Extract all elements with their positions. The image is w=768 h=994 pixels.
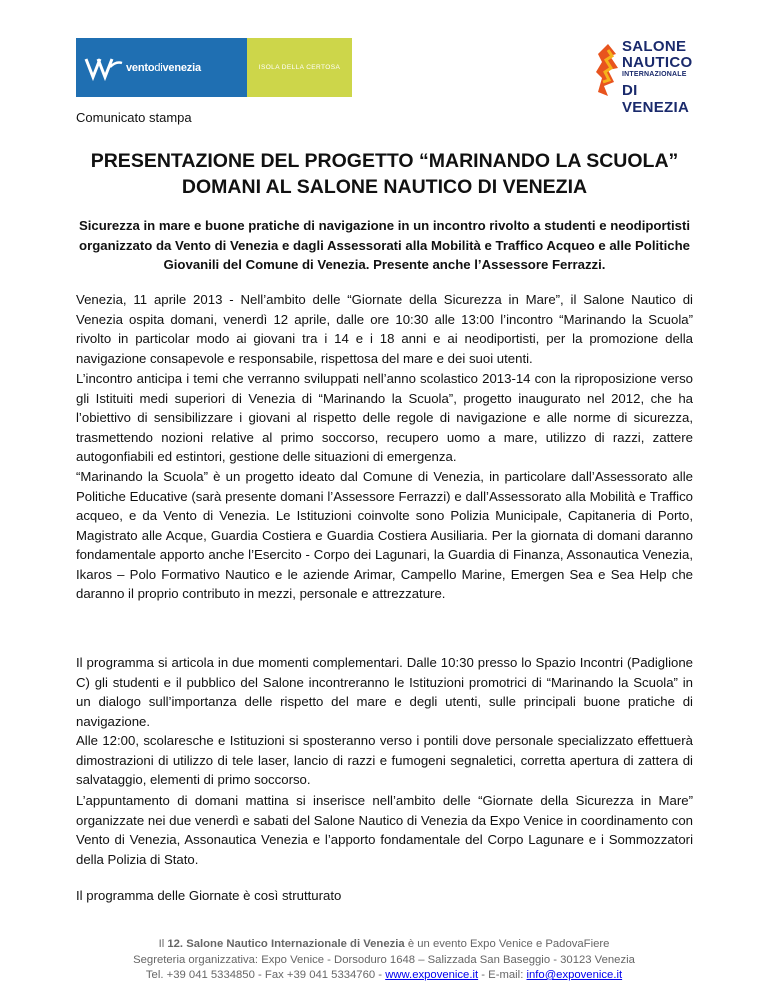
flag-icon — [594, 42, 622, 98]
subtitle: Sicurezza in mare e buone pratiche di navigazione in un incontro rivolto a studenti e neodiportisti organizzato da Vento di Venezia e dagli Assessorati alla Mobilità e Traffico Acqueo e alle Politiche Giovanili del Comune di Venezia. Presente anche l’Assessore Ferrazzi. — [78, 218, 691, 272]
paragraph-3: “Marinando la Scuola” è un progetto ideato dal Comune di Venezia, in particolare dall’Assessorato alle Politiche Educative (sarà presente domani l’Assessore Ferrazzi) e dall’Assessorato alla Mobilità e Traffico acqueo, e da Vento di Venezia. Le Istituzioni coinvolte sono Polizia Municipale, Capitaneria di Porto, Magistrato alle Acque, Guardia Costiera e Guardia Costiera Ausiliaria. Per la giornata di domani daranno fondamentale apporto anche l’Esercito - Corpo dei Lagunari, la Guardia di Finanza, Assonautica Venezia, Ikaros – Polo Formativo Nautico e le aziende Arimar, Campello Marine, Emergen Sea e Sea Help che daranno il proprio contributo in mezzi, personale e attrezzature. — [76, 469, 693, 601]
page-title — [76, 148, 693, 200]
footer-line-1: Il 12. Salone Nautico Internazionale di Venezia è un evento Expo Venice e PadovaFiere — [158, 938, 610, 950]
logo-line-2: NAUTICO — [622, 54, 693, 71]
footer — [40, 937, 728, 984]
logo-line-3: INTERNAZIONALE — [622, 71, 687, 78]
logo-brand-text: ventodivenezia — [126, 61, 201, 74]
footer-line-3: Tel. +39 041 5334850 - Fax +39 041 5334760 - www.expovenice.it - E-mail: info@expovenice.it — [145, 969, 623, 981]
paragraph-1: Venezia, 11 aprile 2013 - Nell’ambito delle “Giornate della Sicurezza in Mare”, il Salone Nautico di Venezia ospita domani, venerdì 12 aprile, dalle ore 10:30 alle 13:00 l’incontro “Marinando la Scuola” rivolto in particolar modo ai giovani tra i 14 e i 18 anni e ai neodiportisti, per la promozione della navigazione consapevole e responsabile, rispettosa del mare e dei suoi utenti. — [76, 292, 693, 366]
logo-line-1: SALONE — [622, 38, 687, 55]
salone-nautico-logo — [594, 36, 694, 116]
paragraph-4a: Il programma si articola in due momenti complementari. Dalle 10:30 presso lo Spazio Incontri (Padiglione C) gli studenti e il pubblico del Salone incontreranno le Istituzioni promotrici di “Marinando la Scuola” in un dialogo sull’importanza delle rispetto del mare e degli utenti, sulle principali buone pratiche di navigazione. — [76, 655, 693, 729]
logo-tagline: ISOLA DELLA CERTOSA — [258, 64, 341, 71]
paragraph-6: Il programma delle Giornate è così strutturato — [76, 888, 342, 903]
email-link[interactable]: info@expovenice.it — [526, 969, 623, 981]
paragraph-2: L’incontro anticipa i temi che verranno sviluppati nell’anno scolastico 2013-14 con la riproposizione verso gli Istituiti medi superiori di Venezia di “Marinando la Scuola”, progetto inaugurato nel 2012, che ha l’obiettivo di sensibilizzare i giovani al rispetto delle regole di navigazione e alle norme di sicurezza, trasmettendo nozioni relative al primo soccorso, recupero uomo a mare, utilizzo di razzi, zattere autogonfiabili ed estintori, gestione delle situazioni di emergenza. — [76, 371, 693, 464]
title-line-2: DOMANI AL SALONE NAUTICO DI VENEZIA — [181, 176, 588, 198]
website-link[interactable]: www.expovenice.it — [385, 969, 479, 981]
logo-green-panel — [247, 38, 352, 97]
logo-blue-panel — [76, 38, 247, 97]
paragraph-4b: Alle 12:00, scolaresche e Istituzioni si sposteranno verso i pontili dove personale specializzato effettuerà dimostrazioni di utilizzo di tele laser, lancio di razzi e fumogeni segnaletici, corretta apertura di zattera di salvataggio, elementi di primo soccorso. — [76, 733, 693, 787]
title-line-1: PRESENTAZIONE DEL PROGETTO “MARINANDO LA SCUOLA” — [90, 150, 679, 172]
vdv-mark-icon — [84, 53, 124, 83]
kicker: Comunicato stampa — [76, 110, 192, 125]
paragraph-5: L’appuntamento di domani mattina si inserisce nell’ambito delle “Giornate della Sicurezza in Mare” organizzate nei due venerdì e sabati del Salone Nautico di Venezia da Expo Venice in coordinamento con Vento di Venezia, Assonautica Venezia e l’apporto fondamentale del Corpo Lagunare e i Sommozzatori della Polizia di Stato. — [76, 793, 693, 867]
paragraph-4 — [76, 653, 693, 790]
vento-di-venezia-logo — [76, 38, 352, 97]
logo-line-4: DI VENEZIA — [622, 82, 690, 116]
footer-line-2: Segreteria organizzativa: Expo Venice - Dorsoduro 1648 – Salizzada San Baseggio - 30123 Venezia — [133, 953, 635, 966]
